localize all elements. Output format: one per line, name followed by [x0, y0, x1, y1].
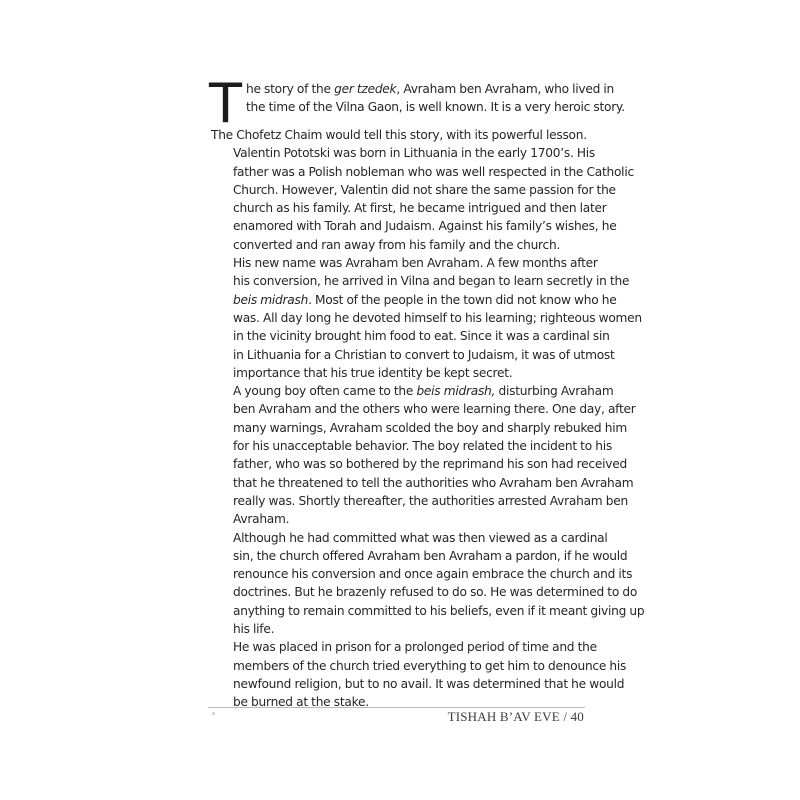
text-line [211, 181, 616, 199]
text-run: the time of the Vilna Gaon, is well known. It is a very heroic story. [246, 100, 625, 115]
text-line [211, 346, 615, 364]
text-line [211, 364, 585, 382]
text-run: disturbing Avraham [495, 384, 614, 399]
text-run: newfound religion, but to no avail. It was determined that he would [233, 676, 625, 691]
text-line [211, 492, 628, 510]
paragraph [211, 254, 642, 382]
text-run: father, who was so bothered by the reprimand his son had received [233, 457, 627, 472]
text-run: His new name was Avraham ben Avraham. A few months after [233, 256, 598, 271]
text-run: was. All day long he devoted himself to his learning; righteous women [233, 310, 642, 325]
text-run: Valentin Pototski was born in Lithuania in the early 1700’s. His [233, 146, 596, 161]
text-run: really was. Shortly thereafter, the authorities arrested Avraham ben [233, 493, 628, 508]
text-run: ben Avraham and the others who were learning there. One day, after [233, 402, 636, 417]
text-line [211, 583, 638, 601]
text-run: Avraham. [233, 512, 290, 527]
text-line [211, 98, 625, 116]
drop-cap: T [209, 72, 242, 135]
text-run: church as his family. At first, he became intrigued and then later [233, 201, 607, 216]
text-line [211, 236, 585, 254]
italic-term: ger tzedek [334, 82, 397, 96]
text-line [211, 638, 597, 656]
text-line [211, 254, 598, 272]
text-line [211, 602, 645, 620]
text-run: , Avraham ben Avraham, who lived in [396, 82, 615, 96]
paragraph [211, 144, 634, 254]
text-run: in the vicinity brought him food to eat. Since it was a cardinal sin [233, 329, 610, 344]
text-line [211, 382, 614, 400]
page-body [209, 72, 645, 712]
italic-term: beis midrash [233, 292, 309, 307]
text-line [211, 455, 627, 473]
text-run: The Chofetz Chaim would tell this story, with its powerful lesson. [211, 128, 587, 142]
text-run: enamored with Torah and Judaism. Against his family’s wishes, he [233, 219, 617, 234]
text-run: doctrines. But he brazenly refused to do so. He was determined to do [233, 585, 638, 600]
text-run: father was a Polish nobleman who was well respected in the Catholic [233, 164, 634, 179]
text-run: renounce his conversion and once again embrace the church and its [233, 567, 633, 582]
text-run: his conversion, he arrived in Vilna and began to learn secretly in the [233, 274, 630, 289]
text-line [211, 547, 628, 565]
text-line [211, 474, 634, 492]
text-run: anything to remain committed to his beliefs, even if it meant giving up [233, 603, 645, 618]
text-line [211, 565, 633, 583]
paragraph [211, 529, 645, 639]
text-line [211, 510, 585, 528]
running-footer: TISHAH B’AV EVE / 40 [447, 709, 584, 724]
paragraph [211, 382, 636, 528]
text-run: members of the church tried everything to get him to denounce his [233, 658, 627, 673]
text-line [211, 437, 612, 455]
text-line [211, 163, 634, 181]
text-run: A young boy often came to the [233, 384, 417, 399]
text-run: sin, the church offered Avraham ben Avraham a pardon, if he would [233, 548, 628, 563]
text-line [211, 272, 630, 290]
text-run: Church. However, Valentin did not share the same passion for the [233, 182, 616, 197]
text-line [211, 657, 627, 675]
text-line [211, 217, 617, 235]
footer-rule [208, 707, 585, 708]
text-run: many warnings, Avraham scolded the boy and sharply rebuked him [233, 420, 627, 435]
text-line [211, 400, 636, 418]
text-line [211, 327, 610, 345]
text-run: Although he had committed what was then viewed as a cardinal [233, 530, 608, 545]
text-run: converted and ran away from his family and the church. [233, 237, 561, 252]
italic-term: beis midrash, [416, 384, 496, 399]
text-run: be burned at the stake. [233, 695, 369, 710]
text-line [211, 675, 625, 693]
text-line [211, 529, 608, 547]
text-line [211, 419, 627, 437]
text-line [211, 309, 642, 327]
paragraph [209, 72, 625, 144]
text-run: he story of the [246, 82, 335, 96]
text-line [211, 291, 617, 309]
text-run: in Lithuania for a Christian to convert to Judaism, it was of utmost [233, 347, 615, 362]
text-run: for his unacceptable behavior. The boy related the incident to his [233, 439, 612, 454]
text-run: He was placed in prison for a prolonged period of time and the [233, 640, 597, 655]
text-run: . Most of the people in the town did not know who he [308, 292, 617, 307]
text-run: that he threatened to tell the authorities who Avraham ben Avraham [233, 475, 634, 490]
text-line [211, 144, 596, 162]
text-run: his life. [233, 622, 275, 637]
text-line [211, 199, 607, 217]
text-line [211, 126, 585, 144]
text-line [211, 80, 615, 98]
text-line [211, 620, 585, 638]
text-run: importance that his true identity be kept secret. [233, 365, 513, 380]
footer-mark [212, 712, 215, 715]
paragraph [211, 638, 627, 711]
